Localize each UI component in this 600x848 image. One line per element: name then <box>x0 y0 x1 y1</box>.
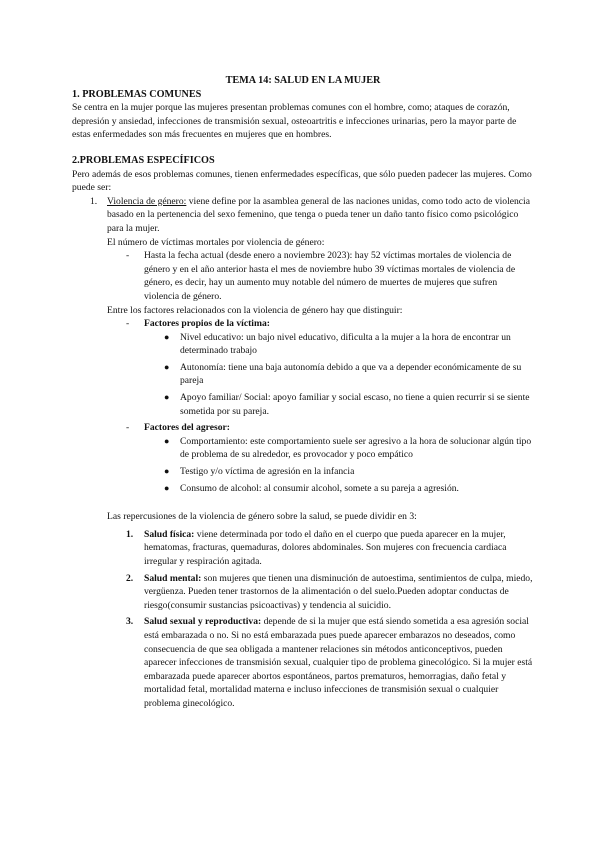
section-1-text: Se centra en la mujer porque las mujeres presentan problemas comunes con el hombre, como; ataques de corazón, depresión y ansiedad, infecciones de transmisión sexual, osteoartritis e infecciones urinarias, pero la mayor parte de estas enfermedades son más frecuentes en mujeres que en hombres. <box>72 102 517 141</box>
list-item: ● Autonomía: tiene una baja autonomía debido a que va a depender económicamente de su pareja <box>164 361 522 387</box>
dash-marker: - <box>126 422 130 434</box>
list-item: ● Nivel educativo: un bajo nivel educativo, dificulta a la mujer a la hora de encontrar un determinado trabajo <box>164 331 511 357</box>
violence-term: Violencia de género: <box>107 195 187 207</box>
bullet-icon: ● <box>164 466 170 477</box>
list-item: ● Comportamiento: este comportamiento suele ser agresivo a la hora de solucionar algún tipo de problema de su alrededor, es provocador y poco empático <box>164 435 532 461</box>
list-item: ● Testigo y/o víctima de agresión en la infancia <box>164 466 355 478</box>
dash-marker: - <box>126 250 130 262</box>
section-1-heading: 1. PROBLEMAS COMUNES <box>72 88 202 100</box>
aggressor-factors-label <box>72 421 534 435</box>
bullet-icon: ● <box>164 392 170 403</box>
victims-stat <box>72 249 534 303</box>
bullet-icon: ● <box>164 482 170 493</box>
section-2-heading: 2.PROBLEMAS ESPECÍFICOS <box>72 154 215 166</box>
repercussion-physical: 1. Salud física: viene determinada por todo el daño en el cuerpo que pueda aparecer en la mujer, hematomas, fracturas, quemaduras, dolores abdominales. Son mujeres con frecuencia cardiaca irregular y respiración agitada. <box>126 528 507 567</box>
page-title: TEMA 14: SALUD EN LA MUJER <box>225 75 381 86</box>
bullet-icon: ● <box>164 331 170 342</box>
bullet-icon: ● <box>164 435 170 446</box>
victims-label: El número de víctimas mortales por violencia de género: <box>107 236 325 248</box>
violence-item <box>72 195 534 236</box>
section-2-intro: Pero además de esos problemas comunes, tienen enfermedades específicas, que sólo pueden padecer las mujeres. Como puede ser: <box>72 168 532 194</box>
list-item: ● Consumo de alcohol: al consumir alcohol, somete a su pareja a agresión. <box>164 482 459 494</box>
list-item: ● Apoyo familiar/ Social: apoyo familiar y social escaso, no tiene a quien recurrir si se siente sometida por su pareja. <box>164 392 530 417</box>
document-page <box>72 74 534 714</box>
victim-factors-label <box>72 317 534 331</box>
bullet-icon: ● <box>164 361 170 372</box>
dash-marker: - <box>126 318 130 330</box>
aggressor-factors-heading: Factores del agresor: <box>144 422 230 434</box>
factors-intro: Entre los factores relacionados con la violencia de género hay que distinguir: <box>107 304 403 316</box>
victim-factors-list <box>72 331 534 419</box>
aggressor-factors-list <box>72 435 534 495</box>
repercussion-sexual: 3. Salud sexual y reproductiva: depende de si la mujer que está siendo sometida a esa agresión social está embarazada o no. Si no está embarazada pues puede aparecer embarazos no deseados, como consecuencia de que sea obligada a mantener relaciones sin métodos anticonceptivos, pueden aparecer infecciones de transmisión sexual, cualquier tipo de problema ginecológico. Si la mujer está embarazada puede aparecer abortos espontáneos, partos prematuros, hemorragias, daño fetal y mortalidad fetal, mortalidad materna e incluso infecciones de transmisión sexual o cualquier problema ginecológico. <box>126 616 533 709</box>
victim-factors-heading: Factores propios de la víctima: <box>144 318 270 330</box>
repercussion-mental: 2. Salud mental: son mujeres que tienen una disminución de autoestima, sentimientos de culpa, miedo, vergüenza. Pueden tener trastornos de la alimentación o del suelo.Pueden adoptar conductas de riesgo(consumir sustancias psicoactivas) y tendencia al suicidio. <box>126 572 533 611</box>
repercussions-intro: Las repercusiones de la violencia de género sobre la salud, se puede dividir en 3: <box>107 511 417 523</box>
violence-definition: viene define por la asamblea general de las naciones unidas, como todo acto de violencia basado en la pertenencia del sexo femenino, que tenga o pueda tener un daño tanto físico como psicológico para la mujer. <box>107 195 530 234</box>
violence-item-number: 1. <box>90 195 98 207</box>
victims-stat-text: Hasta la fecha actual (desde enero a noviembre 2023): hay 52 víctimas mortales de violencia de género y en el año anterior hasta el mes de noviembre hubo 39 víctimas mortales de violencia de género, es decir, hay un aumento muy notable del número de muertes de mujeres que sufren violencia de género. <box>144 250 516 302</box>
